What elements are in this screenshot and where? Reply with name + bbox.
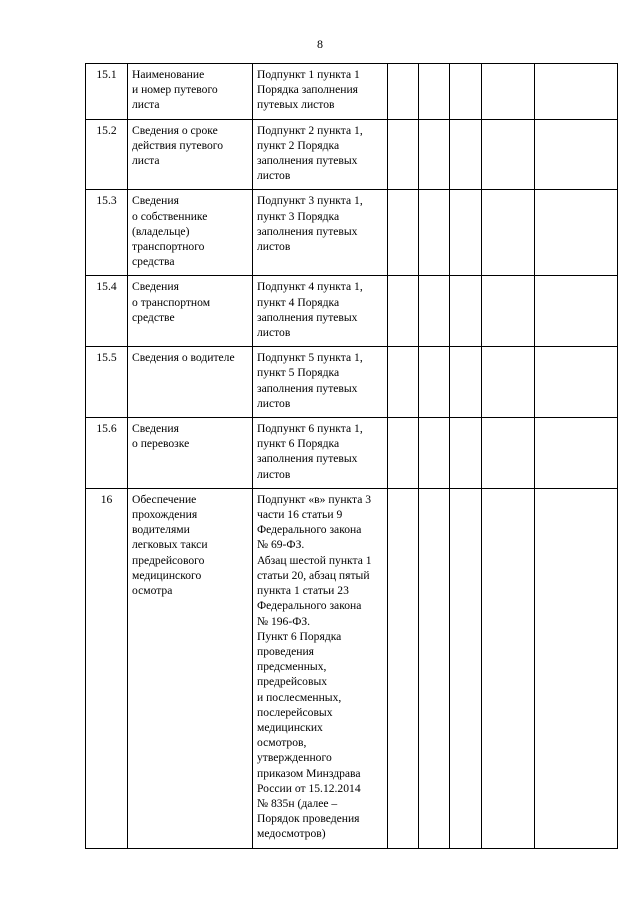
text-line: путевых листов	[257, 98, 335, 112]
table-row	[86, 418, 618, 489]
text-line: проведения	[257, 644, 314, 658]
row-number: 16	[86, 488, 128, 848]
page-number: 8	[317, 37, 323, 51]
text-line: и номер путевого	[132, 83, 218, 97]
empty-cell	[419, 488, 450, 848]
text-line: листов	[257, 326, 291, 340]
text-line: приказом Минздрава	[257, 766, 361, 780]
text-line: и послесменных,	[257, 690, 342, 704]
empty-cell	[388, 119, 419, 190]
text-line: № 69-ФЗ.	[257, 538, 305, 552]
table-row	[86, 347, 618, 418]
row-number: 15.6	[86, 418, 128, 489]
empty-cell	[450, 347, 482, 418]
text-line: листа	[132, 154, 160, 168]
legal-basis	[253, 119, 388, 190]
text-line: пункт 4 Порядка	[257, 295, 340, 309]
text-line: легковых такси	[132, 538, 208, 552]
empty-cell	[388, 190, 419, 276]
text-line: № 196-ФЗ.	[257, 614, 311, 628]
empty-cell	[482, 488, 535, 848]
empty-cell	[388, 64, 419, 120]
empty-cell	[419, 64, 450, 120]
empty-cell	[450, 276, 482, 347]
empty-cell	[450, 488, 482, 848]
text-line: медосмотров)	[257, 827, 326, 841]
requirement-name	[128, 190, 253, 276]
empty-cell	[450, 418, 482, 489]
legal-basis	[253, 276, 388, 347]
requirement-name	[128, 488, 253, 848]
empty-cell	[535, 119, 618, 190]
text-line: предсменных,	[257, 660, 327, 674]
text-line: Подпункт «в» пункта 3	[257, 492, 372, 506]
empty-cell	[482, 347, 535, 418]
empty-cell	[450, 64, 482, 120]
text-line: действия путевого	[132, 138, 224, 152]
text-line: № 835н (далее –	[257, 796, 338, 810]
text-line: заполнения путевых	[257, 224, 358, 238]
text-line: заполнения путевых	[257, 154, 358, 168]
text-line: заполнения путевых	[257, 452, 358, 466]
text-line: о транспортном	[132, 295, 211, 309]
legal-basis	[253, 418, 388, 489]
text-line: пункта 1 статьи 23	[257, 584, 349, 598]
empty-cell	[388, 418, 419, 489]
empty-cell	[450, 190, 482, 276]
empty-cell	[388, 488, 419, 848]
empty-cell	[535, 64, 618, 120]
text-line: Подпункт 2 пункта 1,	[257, 123, 363, 137]
text-line: предрейсовых	[257, 675, 328, 689]
row-number: 15.4	[86, 276, 128, 347]
text-line: Подпункт 5 пункта 1,	[257, 351, 363, 365]
table-row	[86, 119, 618, 190]
text-line: листов	[257, 169, 291, 183]
text-line: осмотров,	[257, 736, 307, 750]
empty-cell	[419, 418, 450, 489]
empty-cell	[535, 347, 618, 418]
text-line: транспортного	[132, 240, 205, 254]
legal-basis	[253, 488, 388, 848]
text-line: прохождения	[132, 508, 198, 522]
row-number: 15.2	[86, 119, 128, 190]
text-line: Порядок проведения	[257, 812, 360, 826]
row-number: 15.3	[86, 190, 128, 276]
empty-cell	[482, 190, 535, 276]
legal-basis	[253, 64, 388, 120]
legal-basis	[253, 190, 388, 276]
table-row	[86, 488, 618, 848]
text-line: утвержденного	[257, 751, 332, 765]
text-line: Абзац шестой пункта 1	[257, 553, 372, 567]
text-line: о перевозке	[132, 437, 190, 451]
empty-cell	[419, 347, 450, 418]
requirements-table	[85, 63, 618, 849]
text-line: России от 15.12.2014	[257, 781, 361, 795]
requirement-name	[128, 119, 253, 190]
row-number: 15.1	[86, 64, 128, 120]
empty-cell	[535, 190, 618, 276]
empty-cell	[535, 418, 618, 489]
text-line: пункт 3 Порядка	[257, 209, 340, 223]
text-line: части 16 статьи 9	[257, 508, 343, 522]
text-line: Наименование	[132, 68, 205, 81]
requirement-name	[128, 418, 253, 489]
text-line: пункт 2 Порядка	[257, 138, 340, 152]
text-line: медицинских	[257, 720, 323, 734]
text-line: Федерального закона	[257, 599, 362, 613]
text-line: Сведения о сроке	[132, 123, 218, 137]
text-line: листов	[257, 240, 291, 254]
text-line: о собственнике	[132, 209, 208, 223]
text-line: Сведения	[132, 422, 179, 436]
empty-cell	[535, 276, 618, 347]
text-line: пункт 5 Порядка	[257, 366, 340, 380]
text-line: Сведения	[132, 194, 179, 208]
legal-basis	[253, 347, 388, 418]
requirement-name	[128, 64, 253, 120]
text-line: Сведения о водителе	[132, 351, 235, 365]
empty-cell	[482, 276, 535, 347]
empty-cell	[419, 276, 450, 347]
text-line: пункт 6 Порядка	[257, 437, 340, 451]
empty-cell	[419, 119, 450, 190]
requirement-name	[128, 276, 253, 347]
text-line: водителями	[132, 523, 190, 537]
text-line: заполнения путевых	[257, 381, 358, 395]
text-line: (владельце)	[132, 224, 190, 238]
requirement-name	[128, 347, 253, 418]
text-line: листов	[257, 396, 291, 410]
table-row	[86, 190, 618, 276]
text-line: Порядка заполнения	[257, 83, 358, 97]
empty-cell	[482, 119, 535, 190]
text-line: листов	[257, 467, 291, 481]
table-row	[86, 276, 618, 347]
text-line: предрейсового	[132, 553, 205, 567]
text-line: заполнения путевых	[257, 310, 358, 324]
text-line: Сведения	[132, 280, 179, 294]
text-line: Подпункт 3 пункта 1,	[257, 194, 363, 208]
text-line: средства	[132, 255, 175, 269]
text-line: Обеспечение	[132, 492, 197, 506]
row-number: 15.5	[86, 347, 128, 418]
text-line: Федерального закона	[257, 523, 362, 537]
text-line: медицинского	[132, 568, 202, 582]
empty-cell	[450, 119, 482, 190]
empty-cell	[482, 64, 535, 120]
text-line: Подпункт 1 пункта 1	[257, 68, 360, 81]
text-line: Подпункт 4 пункта 1,	[257, 280, 363, 294]
text-line: послерейсовых	[257, 705, 333, 719]
text-line: Подпункт 6 пункта 1,	[257, 422, 363, 436]
empty-cell	[388, 347, 419, 418]
table-row	[86, 64, 618, 120]
text-line: листа	[132, 98, 160, 112]
text-line: Пункт 6 Порядка	[257, 629, 342, 643]
empty-cell	[535, 488, 618, 848]
text-line: осмотра	[132, 584, 173, 598]
empty-cell	[419, 190, 450, 276]
text-line: средстве	[132, 310, 175, 324]
text-line: статьи 20, абзац пятый	[257, 568, 370, 582]
empty-cell	[482, 418, 535, 489]
empty-cell	[388, 276, 419, 347]
